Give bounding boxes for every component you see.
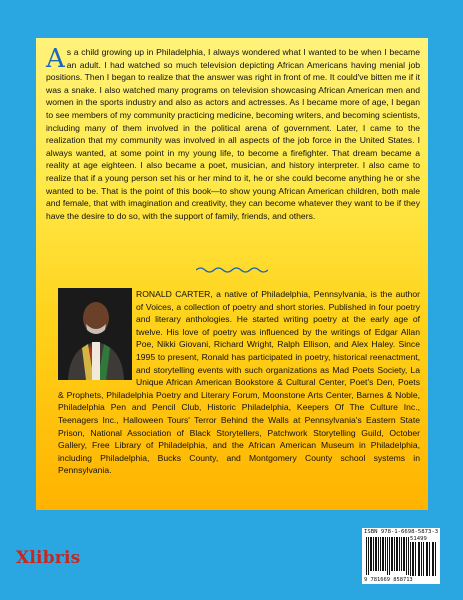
barcode-number: 9 781669 858713 [364, 577, 413, 583]
intro-text: s a child growing up in Philadelphia, I always wondered what I wanted to be when I became an adult. I had watched so much television depicting African Americans having menial job positions. Then I began to realize that the answer was right in front of me. It could've bitten me if it was a snake. I also watched many programs on television showcasing African American men and women in the sports industry and also as actors and actresses. As I became more of age, I began to see members of my community practicing medicine, becoming writers, and becoming scientists, including many of them involved in the political arena of government. Later, I came to the realization that my community was involved in all aspects of the job force in the United States. I always wanted, at some point in my young life, to become a firefighter. That dream became a reality at age eighteen. I also became a poet, musician, and history interpreter. I also came to realize that if a young person set his or her mind to it, he or she could become anything he or she wanted to be. That is the point of this book—to show young African American children, both male and female, that with imagination and creativity, they can become whatever they want to be if they have the desire to do so, with the support of family, friends, and others. [46, 47, 420, 221]
publisher-logo: Xlibris [16, 548, 81, 568]
barcode-icon [366, 537, 410, 575]
photo-float-spacer [58, 288, 136, 388]
intro-paragraph [46, 46, 420, 222]
price-code: 51499 [410, 536, 427, 542]
price-barcode-icon [410, 542, 436, 576]
wavy-divider-icon [196, 266, 268, 274]
isbn-label: ISBN 978-1-6698-5873-3 [364, 529, 439, 535]
author-bio [58, 288, 420, 477]
bio-text: RONALD CARTER, a native of Philadelphia, Pennsylvania, is the author of Voices, a collection of poetry and short stories. Published in four poetry and literary anthologies. He started writing poetry at the early age of twelve. His love of poetry was influenced by the writings of Edgar Allan Poe, Nikki Giovani, Richard Wright, Ralph Ellison, and Alex Haley. Since 1995 to present, Ronald has participated in poetry, historical reenactment, and storytelling events with such organizations as Mad Poets Society, La Unique African American Bookstore & Cultural Center, Poet's Den, Poets & Prophets, Philadelphia Poetry and Literary Forum, Moonstone Arts Center, Barnes & Noble, Philadelphia Pen and Pencil Club, Historic Philadelphia, Keepers Of The Culture Inc., Teenagers Inc., Halloween Tours' Terror Behind the Walls at Pennsylvania's Eastern State Prison, National Association of Black Storytellers, Patchwork Storytelling Guild, October Gallery, Free Library of Philadelphia, and the African American Museum in Philadelphia, including Philadelphia, Bucks County, and Montgomery County school systems in Pennsylvania. [58, 289, 420, 476]
drop-cap: A [46, 44, 65, 74]
